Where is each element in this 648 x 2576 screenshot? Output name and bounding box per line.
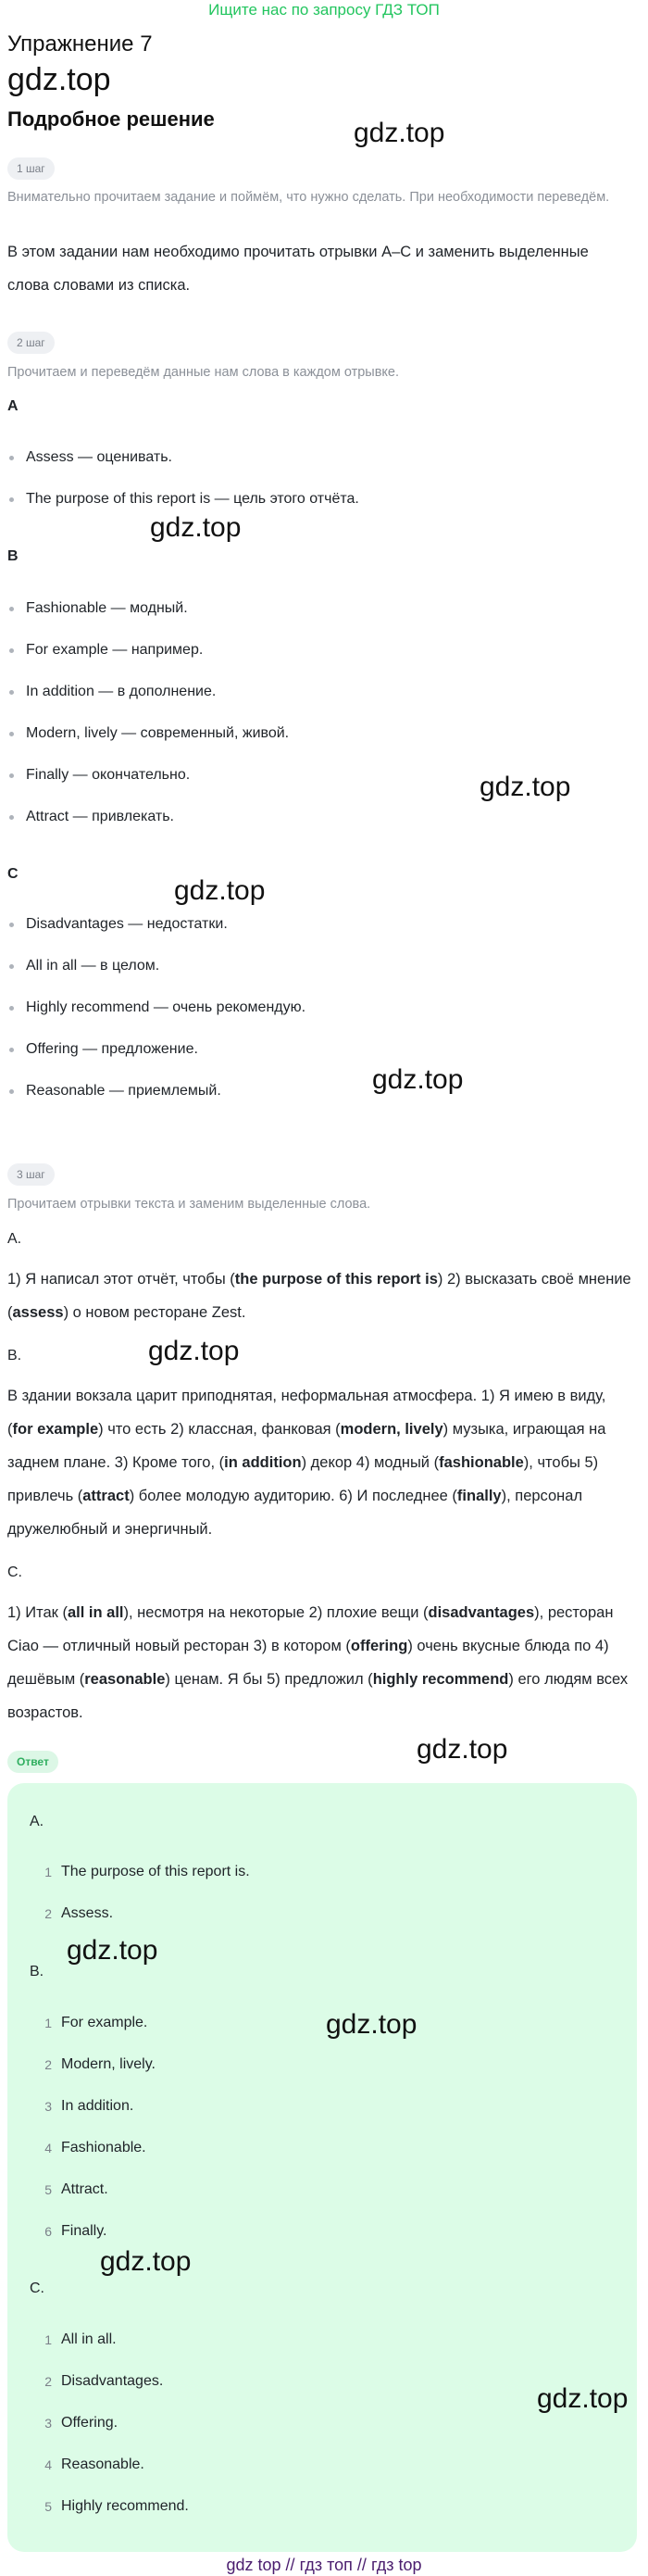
watermark: gdz.top	[480, 772, 571, 802]
watermark: gdz.top	[100, 2246, 192, 2277]
answer-item: Finally.	[61, 2223, 107, 2239]
passage-label: B.	[7, 1348, 22, 1363]
list-item: Offering — предложение.	[26, 1038, 198, 1061]
answer-number: 5	[44, 2499, 52, 2514]
list-item: Fashionable — модный.	[26, 597, 188, 620]
list-item: Finally — окончательно.	[26, 764, 190, 786]
search-banner: Ищите нас по запросу ГДЗ ТОП	[208, 1, 440, 19]
answer-number: 1	[44, 1865, 52, 1879]
answer-item: All in all.	[61, 2331, 117, 2347]
answer-item: Reasonable.	[61, 2457, 144, 2472]
list-item: Highly recommend — очень рекомендую.	[26, 997, 305, 1019]
answer-group-label: A.	[30, 1814, 44, 1829]
answer-number: 1	[44, 2332, 52, 2347]
answer-item: The purpose of this report is.	[61, 1864, 250, 1879]
answer-item: Offering.	[61, 2415, 118, 2431]
answer-number: 2	[44, 2374, 52, 2389]
group-label: A	[7, 398, 19, 414]
watermark: gdz.top	[67, 1935, 158, 1966]
step-hint: Внимательно прочитаем задание и поймём, что нужно сделать. При необходимости переведём.	[7, 190, 610, 205]
passage-label: C.	[7, 1564, 22, 1580]
answer-group-label: C.	[30, 2281, 44, 2296]
answer-item: Attract.	[61, 2181, 108, 2197]
answer-box	[7, 1783, 637, 2552]
footer-link-gdz-top[interactable]: gdz top	[226, 2556, 281, 2574]
list-item: Modern, lively — современный, живой.	[26, 723, 289, 745]
answer-number: 5	[44, 2182, 52, 2197]
watermark: gdz.top	[326, 2009, 417, 2040]
footer-separator: //	[285, 2556, 295, 2574]
list-item: Disadvantages — недостатки.	[26, 913, 228, 936]
answer-number: 3	[44, 2099, 52, 2114]
answer-number: 3	[44, 2416, 52, 2431]
step-text: В этом задании нам необходимо прочитать отрывки A–C и заменить выделенные слова словами из списка.	[7, 244, 589, 294]
answer-item: Highly recommend.	[61, 2498, 189, 2514]
answer-number: 1	[44, 2016, 52, 2030]
footer-link-gdz-top-mixed[interactable]: гдз top	[370, 2556, 422, 2574]
exercise-title: Упражнение 7	[7, 31, 153, 57]
list-item: Reasonable — приемлемый.	[26, 1080, 221, 1102]
footer-separator: //	[356, 2556, 367, 2574]
watermark: gdz.top	[150, 512, 242, 543]
group-label: B	[7, 548, 19, 564]
watermark: gdz.top	[372, 1064, 464, 1095]
watermark: gdz.top	[537, 2383, 629, 2414]
step-hint: Прочитаем и переведём данные нам слова в каждом отрывке.	[7, 365, 400, 380]
answer-item: Fashionable.	[61, 2140, 146, 2155]
watermark: gdz.top	[354, 118, 445, 148]
step-badge: 1 шаг	[7, 157, 55, 180]
answer-number: 6	[44, 2224, 52, 2239]
list-item: Attract — привлекать.	[26, 806, 174, 828]
answer-number: 4	[44, 2457, 52, 2472]
footer-link-gdz-top-ru[interactable]: гдз топ	[299, 2556, 353, 2574]
passage-label: A.	[7, 1231, 22, 1247]
watermark: gdz.top	[174, 875, 266, 906]
answer-item: Disadvantages.	[61, 2373, 164, 2389]
step-hint: Прочитаем отрывки текста и заменим выделенные слова.	[7, 1197, 371, 1212]
answer-number: 2	[44, 2057, 52, 2072]
passage-text: 1) Итак (all in all), несмотря на некоторые 2) плохие вещи (disadvantages), ресторан Ciao — отличный новый ресторан 3) в котором (offering) очень вкусные блюда по 4) дешёвым (reasonable) ценам. Я бы 5) предложил (highly recommend) его людям всех возрастов.	[7, 1604, 629, 1721]
answer-number: 4	[44, 2141, 52, 2155]
answer-number: 2	[44, 1906, 52, 1921]
section-title: Подробное решение	[7, 107, 215, 131]
answer-item: In addition.	[61, 2098, 134, 2114]
list-item: In addition — в дополнение.	[26, 681, 216, 703]
passage-text: 1) Я написал этот отчёт, чтобы (the purpose of this report is) 2) высказать своё мнение (assess) о новом ресторане Zest.	[7, 1271, 631, 1321]
list-item: All in all — в целом.	[26, 955, 159, 977]
list-item: The purpose of this report is — цель этого отчёта.	[26, 488, 359, 510]
passage-text: В здании вокзала царит приподнятая, неформальная атмосфера. 1) Я имею в виду, (for example) что есть 2) классная, фанковая (modern, lively) музыка, играющая на заднем плане. 3) Кроме того, (in addition) декор 4) модный (fashionable), чтобы 5) привлечь (attract) более молодую аудиторию. 6) И последнее (finally), персонал дружелюбный и энергичный.	[7, 1388, 606, 1538]
list-item: For example — например.	[26, 639, 203, 661]
watermark: gdz.top	[417, 1734, 508, 1765]
site-name: gdz.top	[7, 62, 111, 97]
step-badge: 3 шаг	[7, 1163, 55, 1186]
answer-group-label: B.	[30, 1964, 44, 1979]
answer-item: Modern, lively.	[61, 2056, 156, 2072]
footer-links	[0, 2554, 648, 2576]
answer-item: For example.	[61, 2015, 148, 2030]
watermark: gdz.top	[148, 1336, 240, 1366]
step-badge: 2 шаг	[7, 332, 55, 354]
answer-badge: Ответ	[7, 1751, 58, 1773]
answer-item: Assess.	[61, 1905, 114, 1921]
group-label: C	[7, 866, 19, 882]
list-item: Assess — оценивать.	[26, 446, 172, 469]
